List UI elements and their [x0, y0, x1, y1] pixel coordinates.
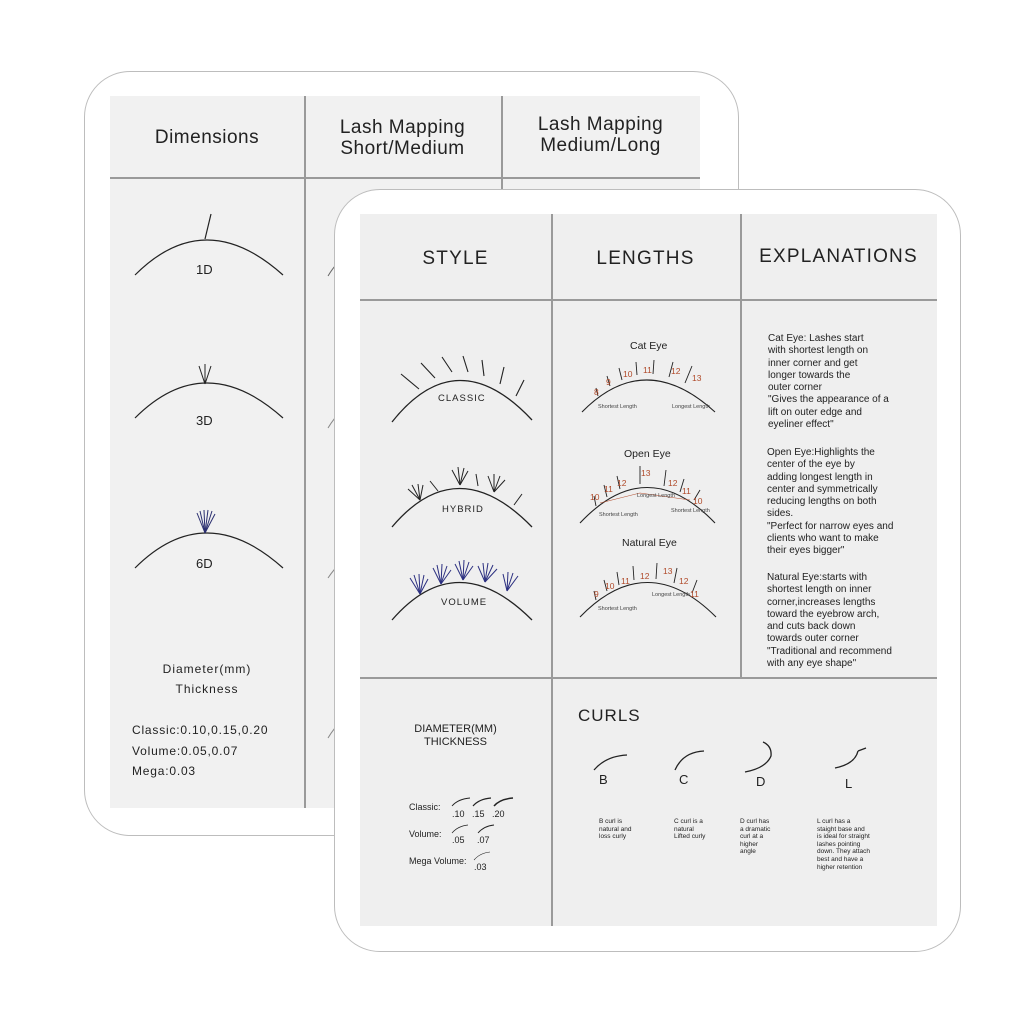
curl-desc-b: B curl is natural and loss curly	[599, 818, 632, 841]
natural-eye-num-2: 11	[621, 576, 630, 586]
back-header-short-medium-2: Short/Medium	[340, 138, 465, 159]
style-label-volume: VOLUME	[441, 597, 488, 608]
back-diameter-classic: Classic:0.10,0.15,0.20	[132, 723, 269, 737]
natural-eye-num-6: 11	[690, 589, 699, 599]
back-header-medium-long-2: Medium/Long	[540, 135, 661, 156]
back-header-medium-long-1: Lash Mapping	[537, 114, 664, 135]
diameter-volume-val-0: .05	[452, 835, 465, 845]
curl-desc-l: L curl has a staight base and is ideal for straight lashes pointing down. They attach best and have a higher retention	[817, 818, 870, 871]
curl-l-shape	[835, 751, 858, 768]
curl-b-shape	[594, 755, 627, 770]
natural-eye-note-1: Longest Length	[652, 592, 690, 598]
diameter-classic-val-2: .20	[492, 809, 505, 819]
natural-eye-num-3: 12	[640, 571, 650, 581]
curl-desc-d: D curl has a dramatic curl at a higher angle	[740, 818, 771, 856]
length-title-natural-eye: Natural Eye	[622, 537, 677, 549]
open-eye-note-2: Shortest Length	[671, 508, 710, 514]
dimension-label-6d: 6D	[196, 556, 213, 571]
style-label-hybrid: HYBRID	[442, 504, 484, 515]
dimension-label-3d: 3D	[196, 413, 213, 428]
curls-title: CURLS	[578, 706, 641, 725]
open-eye-note-1: Longest Length	[637, 493, 675, 499]
dimension-label-1d: 1D	[196, 262, 213, 277]
natural-eye-num-1: 10	[605, 581, 615, 591]
natural-eye-num-4: 13	[663, 566, 673, 576]
diameter-volume-val-1: .07	[477, 835, 490, 845]
natural-eye-note-0: Shortest Length	[598, 606, 637, 612]
cat-eye-num-0: 8	[594, 387, 599, 397]
diameter-mega-val-0: .03	[474, 862, 487, 872]
open-eye-num-1: 11	[604, 484, 613, 494]
front-header-explanations: EXPLANATIONS	[759, 246, 918, 267]
open-eye-num-3: 13	[641, 468, 651, 478]
natural-eye-num-5: 12	[679, 576, 689, 586]
open-eye-num-0: 10	[590, 492, 600, 502]
cat-eye-note-1: Longest Length	[672, 404, 710, 410]
diameter-classic-val-1: .15	[472, 809, 485, 819]
curl-desc-c: C curl is a natural Lifted curly	[674, 818, 706, 841]
cat-eye-num-3: 11	[643, 365, 652, 375]
front-diameter-title-1: DIAMETER(MM)	[414, 723, 497, 735]
back-header-dimensions: Dimensions	[154, 127, 260, 148]
explanation-cat-eye: Cat Eye: Lashes start with shortest length on inner corner and get longer towards the outer corner "Gives the appearance of a lift on outer edge and eyeliner effect"	[768, 333, 889, 431]
cat-eye-num-5: 13	[692, 373, 702, 383]
diameter-classic-val-0: .10	[452, 809, 465, 819]
explanation-natural-eye: Natural Eye:starts with shortest length on inner corner,increases lengths toward the eyebrow arch, and cuts back down towards outer corner "Traditional and recommend with any eye shape"	[767, 572, 892, 670]
back-diameter-volume: Volume:0.05,0.07	[132, 744, 239, 758]
diameter-row-volume-label: Volume:	[409, 829, 442, 839]
cat-eye-num-4: 12	[671, 366, 681, 376]
style-label-classic: CLASSIC	[438, 393, 486, 404]
curl-letter-b: B	[599, 772, 608, 787]
curl-letter-c: C	[679, 772, 689, 787]
front-header-lengths: LENGTHS	[596, 248, 695, 269]
diameter-row-classic-label: Classic:	[409, 802, 441, 812]
curl-d-shape	[745, 742, 771, 772]
open-eye-num-5: 11	[682, 486, 691, 496]
cat-eye-num-1: 9	[606, 377, 611, 387]
front-diameter-title-2: THICKNESS	[424, 736, 487, 748]
length-title-open-eye: Open Eye	[624, 448, 671, 460]
open-eye-note-0: Shortest Length	[599, 512, 638, 518]
cat-eye-num-2: 10	[623, 369, 633, 379]
curl-letter-d: D	[756, 774, 766, 789]
front-header-style: STYLE	[422, 248, 489, 269]
explanation-open-eye: Open Eye:Highlights the center of the eye by adding longest length in center and symmetrically reducing lengths on both sides. "Perfect for narrow eyes and clients who want to make their eyes bigger"	[767, 447, 894, 557]
open-eye-num-4: 12	[668, 478, 678, 488]
curl-c-shape	[675, 751, 704, 770]
cat-eye-note-0: Shortest Length	[598, 404, 637, 410]
natural-eye-num-0: 9	[594, 589, 599, 599]
back-diameter-title-2: Thickness	[175, 682, 239, 696]
back-diameter-mega: Mega:0.03	[132, 764, 196, 778]
diameter-row-mega-label: Mega Volume:	[409, 856, 467, 866]
curl-letter-l: L	[845, 776, 853, 791]
length-title-cat-eye: Cat Eye	[630, 340, 668, 352]
open-eye-num-6: 10	[693, 496, 703, 506]
open-eye-num-2: 12	[617, 478, 627, 488]
back-header-short-medium-1: Lash Mapping	[339, 117, 466, 138]
back-diameter-title-1: Diameter(mm)	[162, 662, 252, 676]
